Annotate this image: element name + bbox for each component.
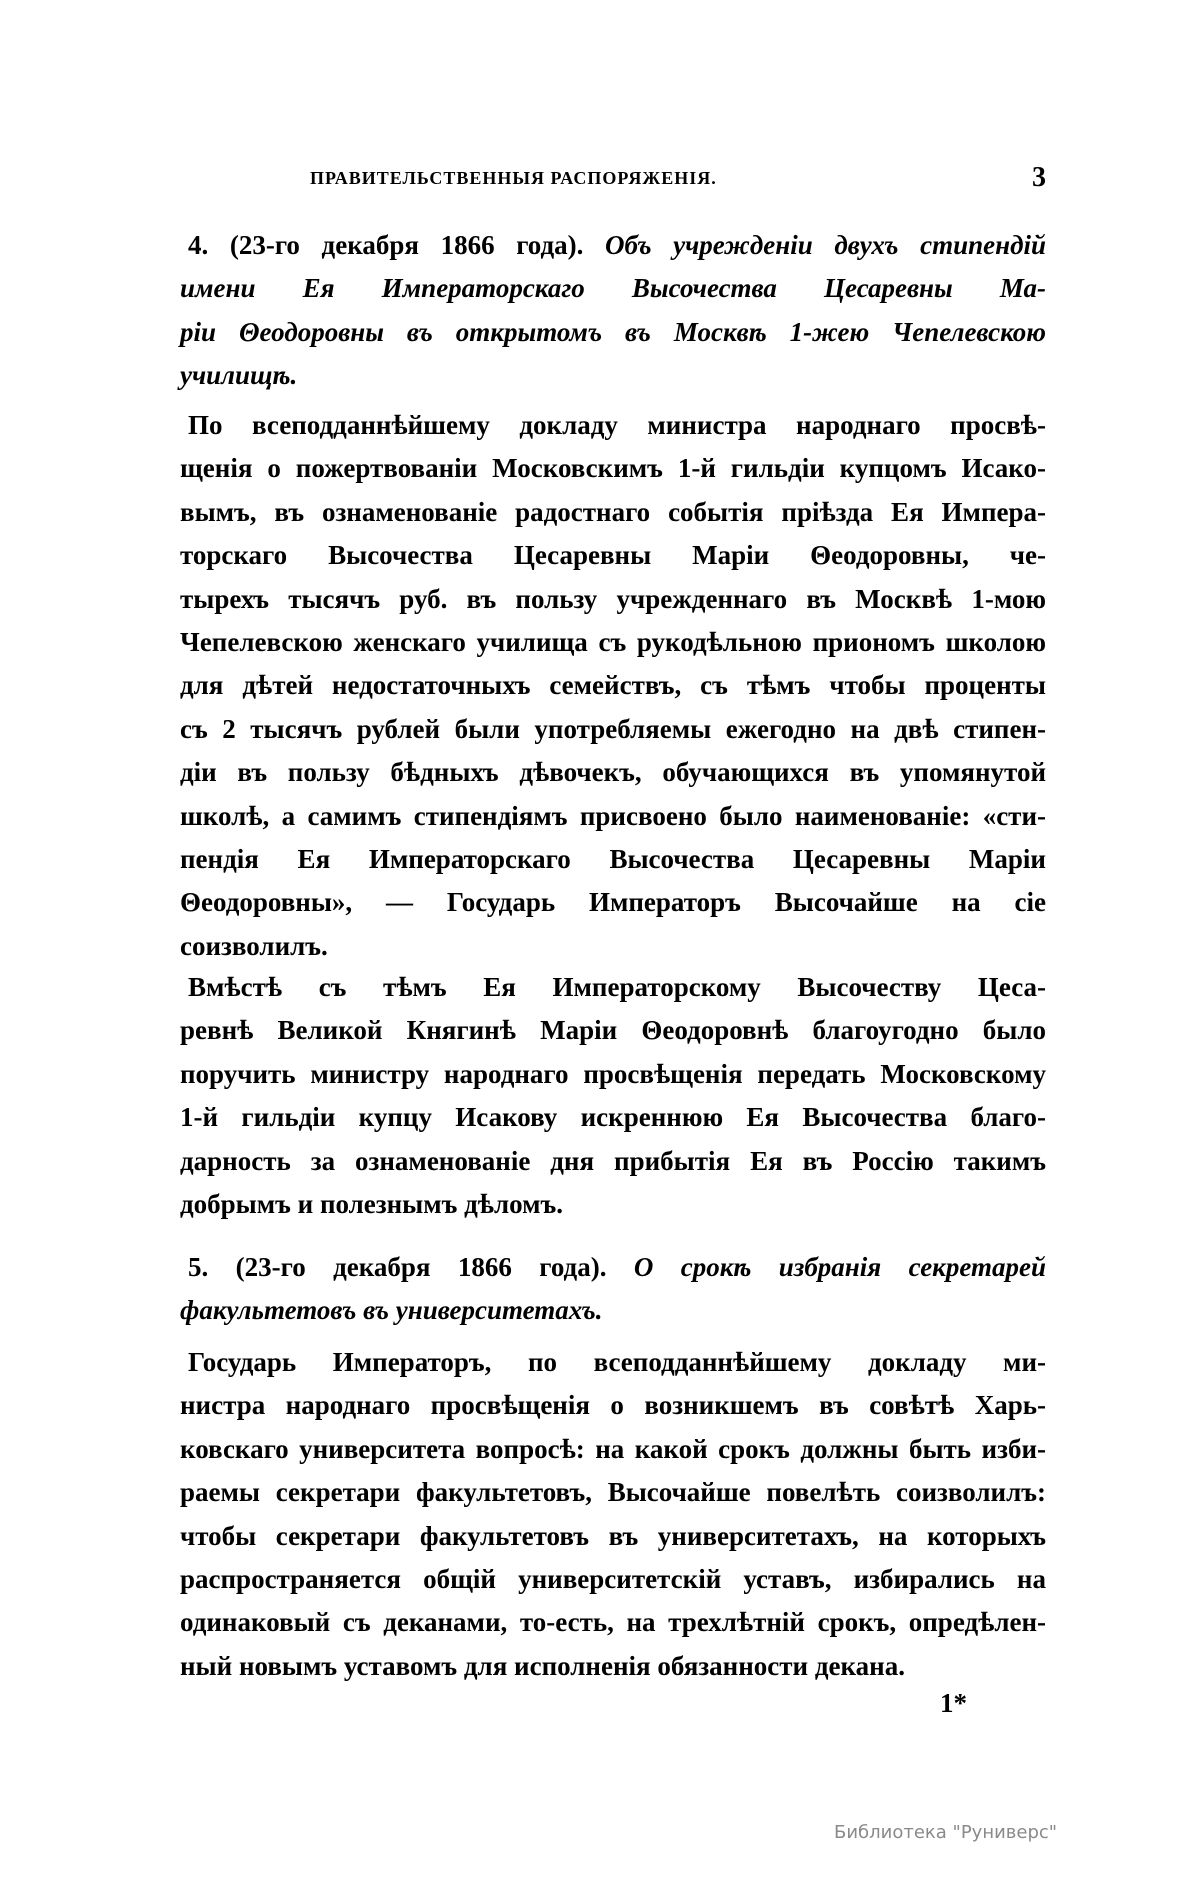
text-line: По всеподданнѣйшему докладу министра народнаго просвѣ- [188,410,1046,440]
item-5-body [180,1341,1046,1688]
item-4-body [180,404,1046,968]
text-line: вымъ, въ ознаменованіе радостнаго событія пріѣзда Ея Импера- [180,496,1046,527]
text-line [180,267,1046,310]
text-line: торскаго Высочества Цесаревны Маріи Θеодоровны, че- [180,540,1046,571]
text-line: Вмѣстѣ съ тѣмъ Ея Императорскому Высочеству Цеса- [188,972,1046,1002]
text-line: ревнѣ Великой Княгинѣ Маріи Θеодоровнѣ благоугодно было [180,1015,1046,1046]
text-line [180,1289,1046,1332]
text-line: соизволилъ. [180,930,328,961]
text-line: ковскаго университета вопросѣ: на какой срокъ должны быть изби- [180,1433,1046,1464]
text-line: Чепелевскою женскаго училища съ рукодѣльною приономъ школою [180,626,1046,657]
italic-title-segment: О срокѣ избранія секретарей [633,1252,1046,1282]
text-line: для дѣтей недостаточныхъ семействъ, съ тѣмъ чтобы проценты [180,670,1046,701]
text-line: чтобы секретари факультетовъ въ университетахъ, на которыхъ [180,1520,1046,1551]
text-line: діи въ пользу бѣдныхъ дѣвочекъ, обучающихся въ упомянутой [180,757,1046,788]
text-line: раемы секретари факультетовъ, Высочайше повелѣть соизволилъ: [180,1477,1046,1508]
text-line: дарность за ознаменованіе дня прибытія Ея въ Россію такимъ [180,1145,1046,1176]
signature-mark: 1* [940,1688,967,1718]
italic-title-segment: факультетовъ въ университетахъ. [180,1295,603,1326]
text-line: щенія о пожертвованіи Московскимъ 1-й гильдіи купцомъ Исако- [180,453,1046,484]
library-watermark: Библиотека "Руниверс" [834,1822,1058,1843]
italic-title-segment: Объ учрежденіи двухъ стипендій [605,230,1046,260]
text-line: Θеодоровны», — Государь Императоръ Высочайше на сіе [180,887,1046,918]
item-5-heading [180,1246,1046,1333]
text-line: Государь Императоръ, по всеподданнѣйшему докладу ми- [188,1347,1046,1377]
text-line: школѣ, а самимъ стипендіямъ присвоено было наименованіе: «сти- [180,800,1046,831]
text-line: распространяется общій университетскій уставъ, избирались на [180,1563,1046,1594]
italic-title-segment: имени Ея Императорскаго Высочества Цесаревны Ма- [180,273,1046,304]
running-head [180,163,1046,193]
item-4-body-2 [180,966,1046,1226]
date-segment: 4. (23-го декабря 1866 года). [188,230,606,260]
text-line [180,224,1046,267]
italic-title-segment: училищѣ. [180,360,298,391]
text-line: тырехъ тысячъ руб. въ пользу учрежденнаго въ Москвѣ 1-мою [180,583,1046,614]
text-line: 1-й гильдіи купцу Исакову искреннюю Ея Высочества благо- [180,1102,1046,1133]
text-line [180,1246,1046,1289]
running-head-title: ПРАВИТЕЛЬСТВЕННЫЯ РАСПОРЯЖЕНІЯ. [310,168,717,188]
italic-title-segment: ріи Θеодоровны въ открытомъ въ Москвѣ 1-жею Чепелевскою [180,316,1046,347]
text-line [180,354,1046,397]
text-line: одинаковый съ деканами, то-есть, на трехлѣтній срокъ, опредѣлен- [180,1607,1046,1638]
date-segment: 5. (23-го декабря 1866 года). [188,1252,634,1282]
text-line: нистра народнаго просвѣщенія о возникшемъ въ совѣтѣ Харь- [180,1390,1046,1421]
text-line: съ 2 тысячъ рублей были употребляемы ежегодно на двѣ стипен- [180,713,1046,744]
text-line: добрымъ и полезнымъ дѣломъ. [180,1188,564,1219]
page-number: 3 [1032,162,1046,193]
item-4-heading [180,224,1046,398]
text-line: поручить министру народнаго просвѣщенія передать Московскому [180,1058,1046,1089]
text-line: пендія Ея Императорскаго Высочества Цесаревны Маріи [180,843,1046,874]
text-line: ный новымъ уставомъ для исполненія обязанности декана. [180,1650,905,1681]
text-line [180,311,1046,354]
